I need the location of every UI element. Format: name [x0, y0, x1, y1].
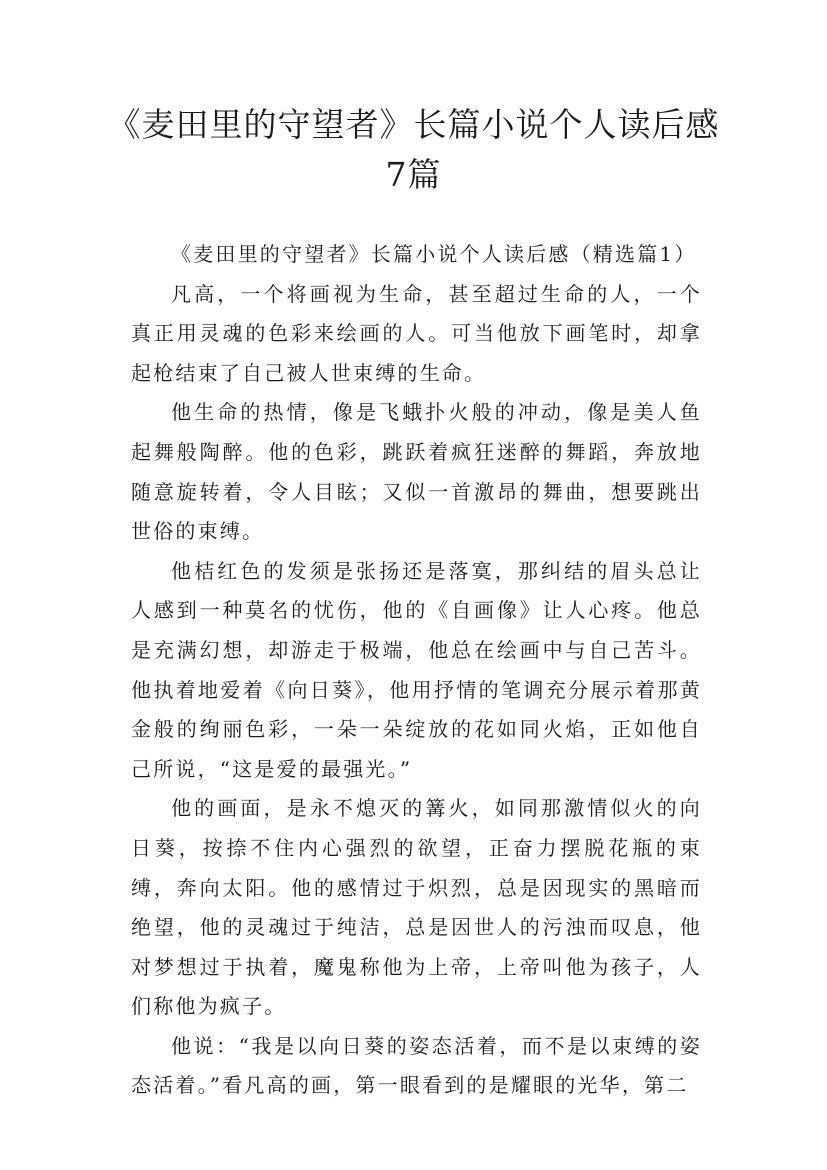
body-paragraph: 他说：“我是以向日葵的姿态活着，而不是以束缚的姿态活着。”看凡高的画，第一眼看到的是耀眼的光华，第二 — [131, 1033, 702, 1098]
document-body — [131, 235, 702, 1106]
body-paragraph: 他的画面，是永不熄灭的篝火，如同那激情似火的向日葵，按捺不住内心强烈的欲望，正奋力摆脱花瓶的束缚，奔向太阳。他的感情过于炽烈，总是因现实的黑暗而绝望，他的灵魂过于纯洁，总是因世人的污浊而叹息，他对梦想过于执着，魔鬼称他为上帝，上帝叫他为孩子，人们称他为疯子。 — [131, 796, 702, 1019]
document-title: 《麦田里的守望者》长篇小说个人读后感7篇 — [107, 105, 720, 194]
body-paragraph: 凡高，一个将画视为生命，甚至超过生命的人，一个真正用灵魂的色彩来绘画的人。可当他放下画笔时，却拿起枪结束了自己被人世束缚的生命。 — [131, 281, 702, 385]
section-heading: 《麦田里的守望者》长篇小说个人读后感（精选篇1） — [171, 242, 697, 266]
body-paragraph: 他生命的热情，像是飞蛾扑火般的冲动，像是美人鱼起舞般陶醉。他的色彩，跳跃着疯狂迷醉的舞蹈，奔放地随意旋转着，令人目眩；又似一首激昂的舞曲，想要跳出世俗的束缚。 — [131, 400, 702, 544]
body-paragraph: 他桔红色的发须是张扬还是落寞，那纠结的眉头总让人感到一种莫名的忧伤，他的《自画像》让人心疼。他总是充满幻想，却游走于极端，他总在绘画中与自己苦斗。他执着地爱着《向日葵》，他用抒情的笔调充分展示着那黄金般的绚丽色彩，一朵一朵绽放的花如同火焰，正如他自己所说，“这是爱的最强光。” — [131, 558, 702, 781]
